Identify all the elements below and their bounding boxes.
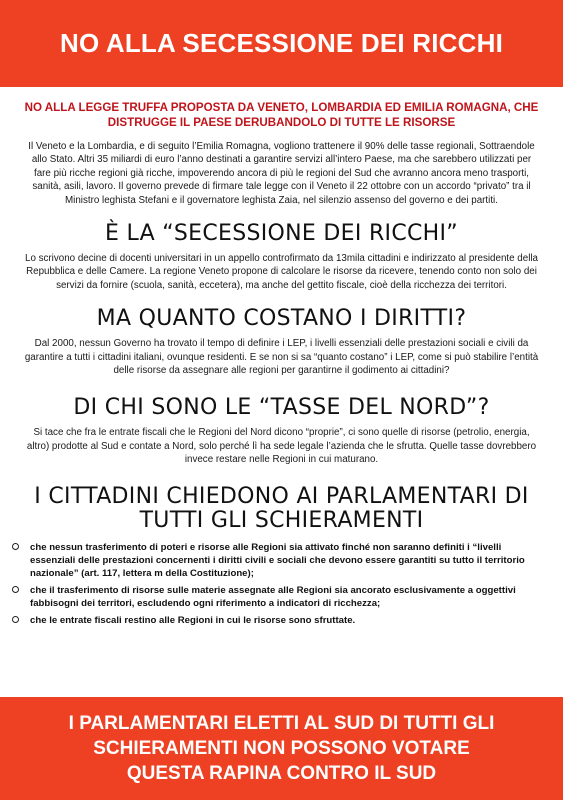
demand-text: che nessun trasferimento di poteri e risorse alle Regioni sia attivato finché non saranno definiti i “livelli essenziali delle prestazioni concernenti i diritti civili e sociali che devono essere garantiti su tutto il territorio nazionale” (art. 117, lettera m della Costituzione); bbox=[30, 541, 525, 579]
demands-list bbox=[12, 541, 543, 627]
list-item bbox=[12, 541, 543, 580]
footer-message bbox=[69, 711, 495, 786]
intro-subtitle: NO ALLA LEGGE TRUFFA PROPOSTA DA VENETO, LOMBARDIA ED EMILIA ROMAGNA, CHE DISTRUGGE IL PAESE DERUBANDOLO DI TUTTE LE RISORSE bbox=[24, 101, 539, 129]
circle-bullet-icon bbox=[12, 586, 19, 593]
circle-bullet-icon bbox=[12, 543, 19, 550]
demands-heading bbox=[12, 485, 551, 533]
demand-text: che le entrate fiscali restino alle Regioni in cui le risorse sono sfruttate. bbox=[30, 614, 356, 626]
section-text-diritti: Dal 2000, nessun Governo ha trovato il tempo di definire i LEP, i livelli essenziali delle prestazioni sociali e civili da garantire a tutti i cittadini italiani, ovunque residenti. E se non si sa “quanto costano” i LEP, come si può stabilire l’entità delle risorse da assegnare alle regioni per garantirne il godimento ai cittadini? bbox=[24, 338, 539, 377]
list-item bbox=[12, 584, 543, 610]
footer-line1: I PARLAMENTARI ELETTI AL SUD DI TUTTI GLI bbox=[68, 713, 495, 734]
section-heading-diritti: MA QUANTO COSTANO I DIRITTI? bbox=[96, 306, 467, 332]
top-banner bbox=[0, 0, 563, 87]
list-item bbox=[12, 614, 543, 627]
demand-text: che il trasferimento di risorse sulle materie assegnate alle Regioni sia ancorato esclusivamente a oggettivi fabbisogni dei territori, escludendo ogni riferimento a indicatori di ricchezza; bbox=[30, 584, 516, 609]
section-heading-tasse: DI CHI SONO LE “TASSE DEL NORD”? bbox=[73, 395, 490, 421]
section-heading-secessione: È LA “SECESSIONE DEI RICCHI” bbox=[105, 221, 458, 247]
page-title: NO ALLA SECESSIONE DEI RICCHI bbox=[59, 28, 504, 58]
intro-paragraph: Il Veneto e la Lombardia, e di seguito l’Emilia Romagna, vogliono trattenere il 90% delle tasse regionali, Sottraendole allo Stato. Altri 35 miliardi di euro l’anno destinati a garantire servizi all’intero Paese, ma che sarebbero utilizzati per fare più ricche regioni già ricche, impoverendo ancora di più le regioni del Sud che avranno ancora meno trasporti, sanità, asili, lavoro. Il governo prevede di firmare tale legge con il Veneto il 22 ottobre con un accordo “privato” tra il Ministro leghista Stefani e il governatore leghista Zaia, nel silenzio assenso del governo e dei partiti. bbox=[28, 141, 535, 206]
circle-bullet-icon bbox=[12, 616, 19, 623]
bottom-banner bbox=[0, 697, 563, 800]
footer-line2: SCHIERAMENTI NON POSSONO VOTARE bbox=[93, 738, 470, 759]
demands-heading-line1: I CITTADINI CHIEDONO AI PARLAMENTARI DI bbox=[34, 483, 529, 509]
main-content bbox=[0, 92, 563, 631]
section-text-tasse: Si tace che fra le entrate fiscali che le Regioni del Nord dicono “proprie”, ci sono quelle di risorse (petrolio, energia, altro) prodotte al Sud e contate a Nord, solo perché lì ha sede legale l’azienda che le sfrutta. Quelle tasse dovrebbero invece restare nelle Regioni in cui maturano. bbox=[26, 427, 537, 466]
section-text-secessione: Lo scrivono decine di docenti universitari in un appello controfirmato da 13mila cittadini e indirizzato al presidente della Repubblica e delle Camere. La regione Veneto propone di calcolare le risorse da ricevere, tenendo conto non solo dei servizi da fornire (scuola, sanità, eccetera), ma anche del gettito fiscale, cioè della ricchezza dei territori. bbox=[25, 253, 538, 291]
footer-line3: QUESTA RAPINA CONTRO IL SUD bbox=[126, 763, 437, 784]
demands-heading-line2: TUTTI GLI SCHIERAMENTI bbox=[139, 507, 424, 533]
